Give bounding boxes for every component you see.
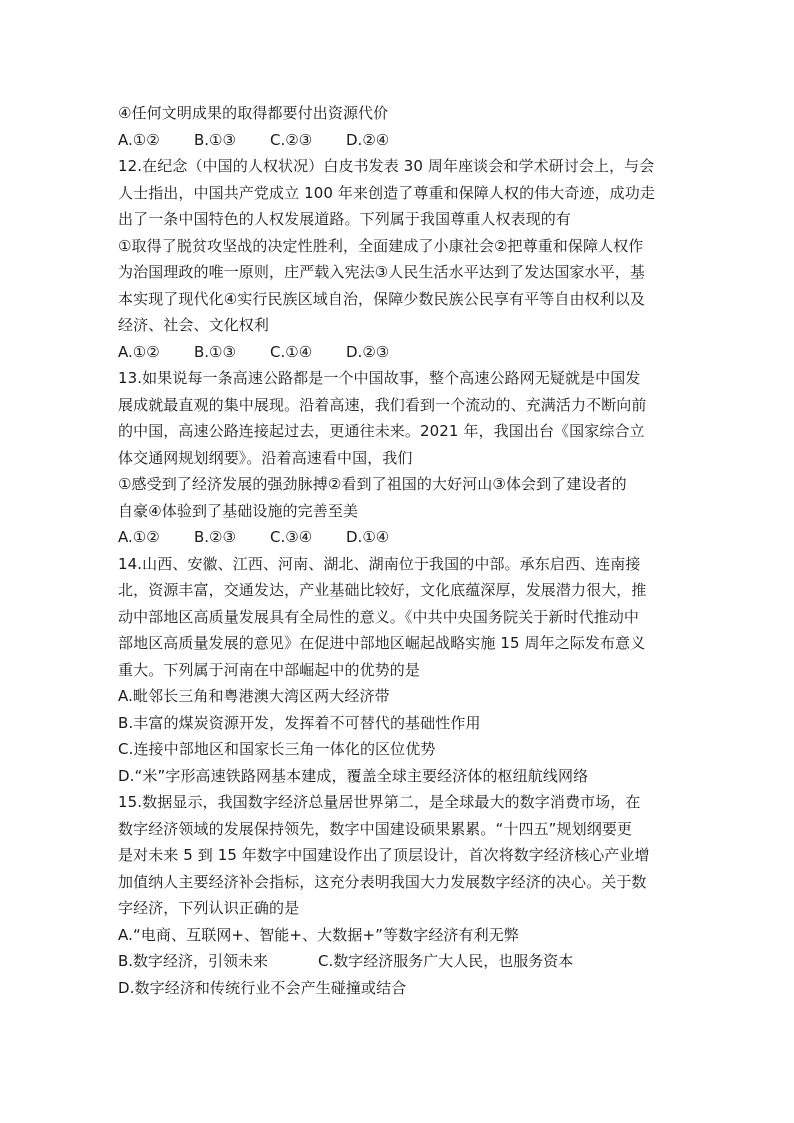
option-a[interactable]: A.①②	[118, 342, 160, 361]
q15-line: 15.数据显示，我国数字经济总量居世界第二，是全球最大的数字消费市场，在	[118, 793, 641, 811]
q12-options	[118, 339, 678, 366]
q15-line: 数字经济领域的发展保持领先，数字中国建设硕果累累。“十四五”规划纲要更	[118, 819, 633, 838]
option-b[interactable]: B.①③	[194, 342, 236, 361]
q13-line: 体交通网规划纲要》。沿着高速看中国，我们	[118, 448, 413, 467]
q14-line: 14.山西、安徽、江西、河南、湖北、湖南位于我国的中部。承东启西、连南接	[118, 554, 641, 573]
q12-line: ①取得了脱贫攻坚战的决定性胜利，全面建成了小康社会②把尊重和保障人权作	[118, 236, 644, 255]
q12-line: 12.在纪念（中国的人权状况）白皮书发表 30 周年座谈会和学术研讨会上，与会	[118, 157, 655, 175]
q14-choice-a[interactable]: A.毗邻长三角和粤港澳大湾区两大经济带	[118, 687, 390, 705]
option-d[interactable]: D.①④	[346, 528, 390, 546]
option-a[interactable]: A.①②	[118, 528, 160, 546]
q13-line: 的中国，高速公路连接起过去，更通往未来。2021 年，我国出台《国家综合立	[118, 422, 645, 440]
q14-line: 动中部地区高质量发展具有全局性的意义。《中共中央国务院关于新时代推动中	[118, 607, 640, 626]
q13-line: 13.如果说每一条高速公路都是一个中国故事，整个高速公路网无疑就是中国发	[118, 369, 641, 387]
option-d[interactable]: D.②④	[346, 130, 390, 149]
option-c[interactable]: C.①④	[270, 342, 313, 361]
option-a[interactable]: A.①②	[118, 130, 160, 149]
q15-line: 是对未来 5 到 15 年数字中国建设作出了顶层设计，首次将数字经济核心产业增	[118, 846, 650, 864]
q12-line: 出了一条中国特色的人权发展道路。下列属于我国尊重人权表现的有	[118, 210, 572, 228]
q14-line: 部地区高质量发展的意见》在促进中部地区崛起战略实施 15 周年之际发布意义	[118, 634, 646, 652]
q13-line: 展成就最直观的集中展现。沿着高速，我们看到一个流动的、充满活力不断向前	[118, 395, 647, 414]
q14-choice-b[interactable]: B.丰富的煤炭资源开发，发挥着不可替代的基础性作用	[118, 713, 481, 732]
question-12	[118, 153, 678, 365]
option-b[interactable]: B.①③	[194, 130, 236, 149]
question-15	[118, 789, 678, 1001]
q15-choices-bc	[118, 948, 678, 975]
q12-line: 为治国理政的唯一原则，庄严载入宪法③人民生活水平达到了发达国家水平，基	[118, 263, 645, 281]
q14-choice-d[interactable]: D.“米”字形高速铁路网基本建成，覆盖全球主要经济体的枢纽航线网络	[118, 766, 589, 785]
q13-line: ①感受到了经济发展的强劲脉搏②看到了祖国的大好河山③体会到了建设者的	[118, 475, 627, 493]
question-14	[118, 551, 678, 790]
prev-options	[118, 127, 678, 154]
prev-statement-4: ④任何文明成果的取得都要付出资源代价	[118, 104, 389, 122]
option-b[interactable]: B.②③	[194, 528, 236, 546]
q14-choice-c[interactable]: C.连接中部地区和国家长三角一体化的区位优势	[118, 740, 436, 758]
q15-choice-d[interactable]: D.数字经济和传统行业不会产生碰撞或结合	[118, 978, 407, 997]
question-13	[118, 365, 678, 551]
q15-line: 加值纳人主要经济补会指标，这充分表明我国大力发展数字经济的决心。关于数	[118, 872, 647, 891]
option-c[interactable]: C.③④	[270, 528, 313, 546]
q14-line: 北，资源丰富，交通发达，产业基础比较好，文化底蕴深厚，发展潜力很大，推	[118, 581, 647, 599]
q12-line: 经济、社会、文化权利	[118, 316, 270, 334]
q13-line: 自豪④体验到了基础设施的完善至美	[118, 501, 359, 520]
exam-page	[118, 100, 678, 1001]
q12-line: 人士指出，中国共产党成立 100 年来创造了尊重和保障人权的伟大奇迹，成功走	[118, 183, 655, 202]
option-c[interactable]: C.②③	[270, 130, 313, 149]
q15-choice-a[interactable]: A.“电商、互联网+、智能+、大数据+”等数字经济有利无弊	[118, 925, 519, 944]
q15-choice-c[interactable]: C.数字经济服务广大人民，也服务资本	[318, 952, 574, 970]
q13-options	[118, 524, 678, 551]
option-d[interactable]: D.②③	[346, 342, 390, 361]
q15-line: 字经济，下列认识正确的是	[118, 899, 300, 917]
q14-line: 重大。下列属于河南在中部崛起中的优势的是	[118, 660, 421, 679]
q12-line: 本实现了现代化④实行民族区域自治，保障少数民族公民享有平等自由权利以及	[118, 289, 645, 308]
q15-choice-b[interactable]: B.数字经济，引领未来	[118, 952, 269, 970]
